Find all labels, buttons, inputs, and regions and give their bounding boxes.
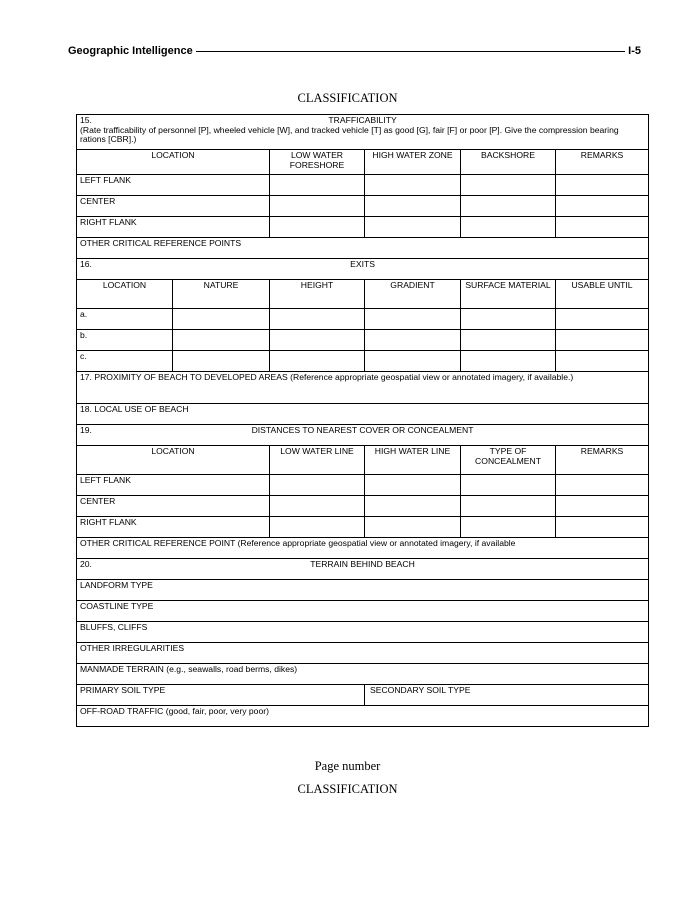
trafficability-note: (Rate trafficability of personnel [P], wheeled vehicle [W], and tracked vehicle [T] as good [G], fair [F] or poor [P]. Give the compression bearing rations [CBR].) [80,124,619,144]
entry-cell[interactable] [461,351,556,372]
row-label: RIGHT FLANK [77,217,270,238]
entry-cell[interactable] [556,330,649,351]
entry-cell[interactable] [461,496,556,517]
entry-cell[interactable] [461,475,556,496]
table-row [77,664,649,685]
trafficability-header-cell: 15. TRAFFICABILITY (Rate trafficability of personnel [P], wheeled vehicle [W], and tracked vehicle [T] as good [G], fair [F] or poor [P]. Give the compression bearing rations [CBR].) [77,115,649,150]
row-label: c. [77,351,173,372]
section-title: TERRAIN BEHIND BEACH [310,559,415,569]
column-header: LOCATION [77,446,270,475]
column-header: NATURE [173,280,270,309]
other-critical-points[interactable]: OTHER CRITICAL REFERENCE POINTS [77,238,649,259]
entry-cell[interactable] [365,217,461,238]
table-row [77,706,649,727]
trafficability-column-headers [77,150,649,175]
entry-cell[interactable] [270,309,365,330]
beach-survey-form [76,114,649,727]
classification-bottom: CLASSIFICATION [297,782,398,796]
table-row [77,175,649,196]
entry-cell[interactable] [556,351,649,372]
page-number: Page number [314,759,381,773]
entry-cell[interactable] [461,309,556,330]
entry-cell[interactable] [365,196,461,217]
entry-cell[interactable] [270,517,365,538]
column-header: REMARKS [556,150,649,175]
entry-cell[interactable] [556,217,649,238]
manmade-terrain-field[interactable]: MANMADE TERRAIN (e.g., seawalls, road berms, dikes) [77,664,649,685]
entry-cell[interactable] [461,217,556,238]
table-row [77,351,649,372]
classification-top: CLASSIFICATION [297,91,398,105]
column-header: HEIGHT [270,280,365,309]
table-row [77,622,649,643]
section-title: TRAFFICABILITY [328,115,397,125]
coastline-type-field[interactable]: COASTLINE TYPE [77,601,649,622]
other-critical-point[interactable]: OTHER CRITICAL REFERENCE POINT (Reference appropriate geospatial view or annotated imagery, if available [77,538,649,559]
entry-cell[interactable] [365,330,461,351]
distances-header-cell: 19. DISTANCES TO NEAREST COVER OR CONCEALMENT [77,425,649,446]
entry-cell[interactable] [461,330,556,351]
section-18-row [77,404,649,425]
row-label: b. [77,330,173,351]
terrain-header-cell: 20. TERRAIN BEHIND BEACH [77,559,649,580]
exits-column-headers [77,280,649,309]
row-label: LEFT FLANK [77,175,270,196]
primary-soil-field[interactable]: PRIMARY SOIL TYPE [77,685,365,706]
entry-cell[interactable] [365,309,461,330]
entry-cell[interactable] [461,517,556,538]
bluffs-cliffs-field[interactable]: BLUFFS, CLIFFS [77,622,649,643]
entry-cell[interactable] [270,175,365,196]
row-label: CENTER [77,196,270,217]
entry-cell[interactable] [270,196,365,217]
column-header: BACKSHORE [461,150,556,175]
running-header [68,44,641,58]
entry-cell[interactable] [365,351,461,372]
entry-cell[interactable] [173,351,270,372]
table-row [77,330,649,351]
local-use-field[interactable]: 18. LOCAL USE OF BEACH [77,404,649,425]
table-row [77,309,649,330]
column-header: GRADIENT [365,280,461,309]
section-19-header [77,425,649,446]
entry-cell[interactable] [556,175,649,196]
entry-cell[interactable] [270,496,365,517]
entry-cell[interactable] [270,351,365,372]
table-row [77,196,649,217]
entry-cell[interactable] [365,517,461,538]
entry-cell[interactable] [556,309,649,330]
entry-cell[interactable] [556,517,649,538]
header-page-ref: I-5 [628,45,641,57]
table-row [77,685,649,706]
proximity-field[interactable]: 17. PROXIMITY OF BEACH TO DEVELOPED AREAS (Reference appropriate geospatial view or annotated imagery, if available.) [77,372,649,404]
table-row [77,475,649,496]
entry-cell[interactable] [461,196,556,217]
entry-cell[interactable] [173,309,270,330]
entry-cell[interactable] [270,475,365,496]
row-label: RIGHT FLANK [77,517,270,538]
other-irregularities-field[interactable]: OTHER IRREGULARITIES [77,643,649,664]
section-title: DISTANCES TO NEAREST COVER OR CONCEALMENT [251,425,474,435]
column-header: SURFACE MATERIAL [461,280,556,309]
table-row [77,643,649,664]
column-header: LOW WATER LINE [270,446,365,475]
entry-cell[interactable] [365,175,461,196]
entry-cell[interactable] [461,175,556,196]
column-header: HIGH WATER LINE [365,446,461,475]
table-row [77,538,649,559]
column-header: USABLE UNTIL [556,280,649,309]
column-header: LOCATION [77,150,270,175]
column-header: LOW WATER FORESHORE [270,150,365,175]
entry-cell[interactable] [556,196,649,217]
entry-cell[interactable] [173,330,270,351]
entry-cell[interactable] [556,475,649,496]
exits-header-cell: 16. EXITS [77,259,649,280]
landform-type-field[interactable]: LANDFORM TYPE [77,580,649,601]
row-label: a. [77,309,173,330]
header-title: Geographic Intelligence [68,45,193,57]
entry-cell[interactable] [365,475,461,496]
column-header: HIGH WATER ZONE [365,150,461,175]
table-row [77,238,649,259]
column-header: REMARKS [556,446,649,475]
section-15-header [77,115,649,150]
entry-cell[interactable] [556,496,649,517]
offroad-traffic-field[interactable]: OFF-ROAD TRAFFIC (good, fair, poor, very poor) [77,706,649,727]
entry-cell[interactable] [270,330,365,351]
distances-column-headers [77,446,649,475]
entry-cell[interactable] [270,217,365,238]
entry-cell[interactable] [365,496,461,517]
column-header: LOCATION [77,280,173,309]
section-20-header [77,559,649,580]
table-row [77,217,649,238]
row-label: CENTER [77,496,270,517]
secondary-soil-field[interactable]: SECONDARY SOIL TYPE [365,685,649,706]
section-17-row [77,372,649,404]
table-row [77,580,649,601]
row-label: LEFT FLANK [77,475,270,496]
table-row [77,601,649,622]
section-title: EXITS [350,259,375,269]
section-16-header [77,259,649,280]
header-rule [196,51,625,52]
table-row [77,496,649,517]
column-header: TYPE OF CONCEALMENT [461,446,556,475]
table-row [77,517,649,538]
